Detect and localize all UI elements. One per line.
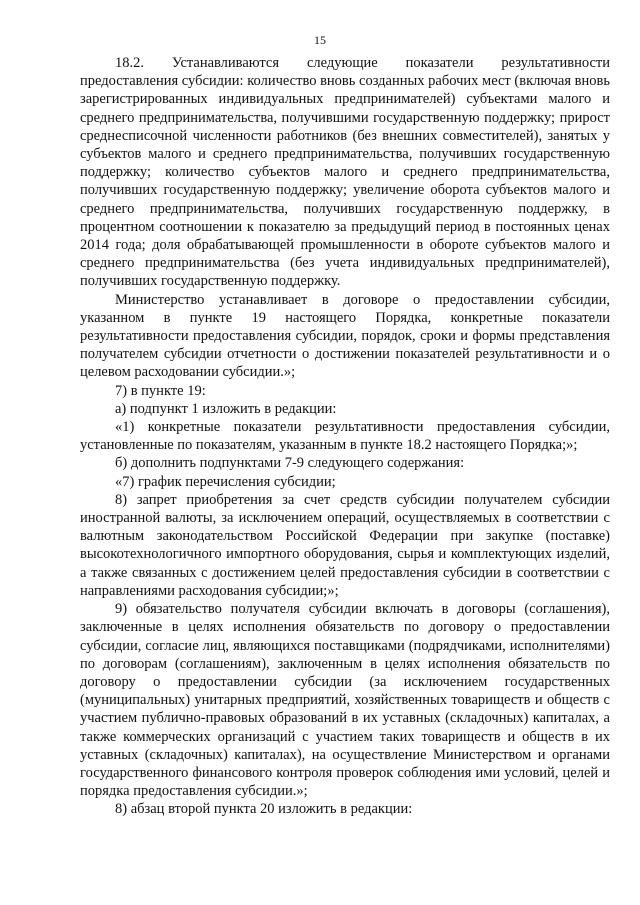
paragraph-item-8: 8) абзац второй пункта 20 изложить в редакции: — [115, 801, 413, 818]
paragraph-ministry-agreement: Министерство устанавливает в договоре о предоставлении субсидии, указанном в пункте 19 настоящего Порядка, конкретные показатели результативности предоставления субсидии, порядок, сроки и формы представления получателем субсидии отчетности о достижении показателей результативности и о целевом расходовании субсидии.»; — [80, 291, 610, 381]
paragraph-subpoint-9: 9) обязательство получателя субсидии включать в договоры (соглашения), заключенные в целях исполнения обязательств по договору о предоставлении субсидии, согласие лиц, являющихся поставщиками (подрядчиками, исполнителями) по договорам (соглашениям), заключенным в целях исполнения обязательств по договору о предоставлении субсидии (за исключением государственных (муниципальных) унитарных предприятий, хозяйственных товариществ и обществ с участием публично-правовых образований в их уставных (складочных) капиталах, а также коммерческих организаций с участием таких товариществ и обществ в их уставных (складочных) капиталах), на осуществление Министерством и органами государственного финансового контроля проверок соблюдения ими условий, целей и порядка предоставления субсидии.»; — [80, 601, 610, 800]
page-number: 15 — [314, 33, 326, 47]
paragraph-item-7: 7) в пункте 19: — [115, 382, 206, 399]
paragraph-18-2: 18.2. Устанавливаются следующие показатели результативности предоставления субсидии: количество вновь созданных рабочих мест (включая вновь зарегистрированных индивидуальных предпринимателей) субъектами малого и среднего предпринимательства, получившими государственную поддержку; прирост среднесписочной численности работников (без внешних совместителей), занятых у субъектов малого и среднего предпринимательства, получивших государственную поддержку; количество субъектов малого и среднего предпринимательства, получивших государственную поддержку; увеличение оборота субъектов малого и среднего предпринимательства, получивших государственную поддержку, в процентном соотношении к показателю за предыдущий период в постоянных ценах 2014 года; доля обрабатывающей промышленности в обороте субъектов малого и среднего предпринимательства (без учета индивидуальных предпринимателей), получивших государственную поддержку. — [80, 55, 610, 290]
paragraph-subitem-a: а) подпункт 1 изложить в редакции: — [115, 400, 337, 417]
paragraph-subpoint-1: «1) конкретные показатели результативности предоставления субсидии, установленные по показателям, указанным в пункте 18.2 настоящего Порядка;»; — [80, 419, 610, 454]
paragraph-subitem-b: б) дополнить подпунктами 7-9 следующего содержания: — [115, 455, 465, 472]
document-body — [80, 54, 610, 819]
paragraph-subpoint-8: 8) запрет приобретения за счет средств субсидии получателем субсидии иностранной валюты, за исключением операций, осуществляемых в соответствии с валютным законодательством Российской Федерации при закупке (поставке) высокотехнологичного импортного оборудования, сырья и комплектующих изделий, а также связанных с достижением целей предоставления субсидии в соответствии с направлениями расходования субсидии;»; — [80, 491, 610, 599]
paragraph-subpoint-7: «7) график перечисления субсидии; — [115, 473, 336, 490]
